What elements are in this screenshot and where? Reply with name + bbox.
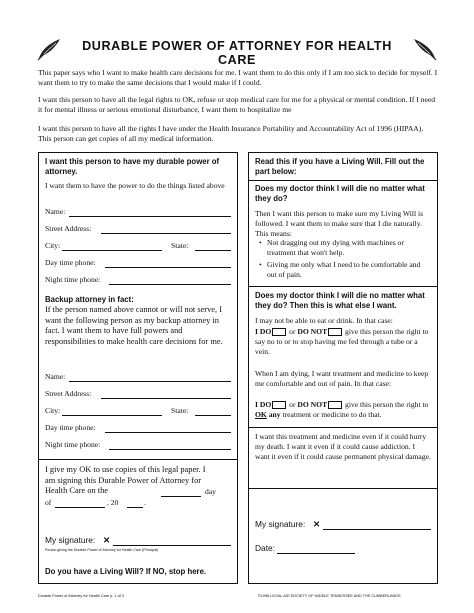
- ido-checkbox-2[interactable]: [272, 401, 286, 409]
- living-will-section: [248, 152, 438, 584]
- intro-paragraph-1: This paper says who I want to make health care decisions for me. I want them to do this only if I am too sick to decide for myself. I want them to try to make the same decisions that I would make if I could.: [38, 68, 438, 87]
- leaf-ornament-icon: [36, 36, 64, 62]
- divider: [249, 427, 437, 428]
- backup-text: If the person named above cannot or will not serve, I want the following person as my backup attorney in fact. I want them to have full powers and responsibilities to make health care decisions for me.: [45, 305, 223, 346]
- attorney-heading: I want this person to have my durable power of attorney.: [45, 157, 220, 176]
- divider: [249, 286, 437, 287]
- question-2-intro: I may not be able to eat or drink. In that case:: [255, 316, 393, 325]
- divider: [39, 459, 237, 460]
- principal-signature-field[interactable]: My signature: ✕: [45, 535, 231, 547]
- living-will-heading: Read this if you have a Living Will. Fill out the part below:: [255, 157, 425, 176]
- night-phone-field[interactable]: Night time phone:: [45, 275, 231, 286]
- signing-day-field[interactable]: day: [161, 487, 231, 498]
- principal-caption: Person giving the Durable Power of Attorney for Health Care (Principal): [45, 548, 159, 552]
- footer-left: Durable Power of Attorney for Health Care p. 1 of 3: [38, 594, 124, 598]
- backup-city-state-field[interactable]: City: State:: [45, 406, 231, 417]
- backup-night-phone-field[interactable]: Night time phone:: [45, 440, 231, 451]
- backup-name-field[interactable]: Name:: [45, 372, 231, 383]
- bullet-2: • Giving me only what I need to be comfortable and out of pain.: [259, 260, 431, 280]
- feeding-choice: I DO or DO NOT give this person the right to say no to or to stop having me fed through a tube or a vein.: [255, 327, 429, 356]
- dying-text: When I am dying, I want treatment and medicine to keep me comfortable and out of pain. In that case:: [255, 369, 429, 388]
- ok-copies-text: I give my OK to use copies of this legal paper. I am signing this Durable Power of Attorney for Health Care on the: [45, 465, 206, 496]
- divider: [249, 180, 437, 181]
- city-state-field[interactable]: City: State:: [45, 241, 231, 252]
- divider: [249, 488, 437, 489]
- donot-checkbox[interactable]: [328, 328, 342, 336]
- street-address-field[interactable]: Street Address:: [45, 224, 231, 235]
- intro-paragraph-2: I want this person to have all the legal rights to OK, refuse or stop medical care for me for a physical or mental condition. If I need it for mental illness or serious emotional disturbance, I want them to hospitalize me: [38, 95, 436, 114]
- donot-checkbox-2[interactable]: [328, 401, 342, 409]
- attorney-section: [38, 152, 238, 584]
- signing-month-year-field[interactable]: of , 20 .: [45, 498, 146, 507]
- backup-heading: Backup attorney in fact:: [45, 295, 134, 304]
- question-2: Does my doctor think I will die no matter what they do? Then this is what else I want.: [255, 291, 425, 310]
- intro-paragraph-3: I want this person to have all the rights I have under the Health Insurance Portability and Accountability Act of 1996 (HIPAA). This person can get copies of all my medical information.: [38, 124, 424, 143]
- title-row: [28, 36, 446, 67]
- question-1: Does my doctor think I will die no matter what they do?: [255, 184, 425, 203]
- living-will-question: Do you have a Living Will? If NO, stop here.: [45, 567, 207, 576]
- backup-street-address-field[interactable]: Street Address:: [45, 389, 231, 400]
- footer-right: ©1996 LEGAL AID SOCIETY OF MIDDLE TENNESSEE AND THE CUMBERLANDS: [258, 594, 401, 598]
- living-will-signature-field[interactable]: My signature: ✕: [255, 519, 431, 531]
- name-field[interactable]: Name:: [45, 207, 231, 218]
- signature-x-icon: ✕: [313, 519, 321, 529]
- bullet-1: • Not dragging out my dying with machines or treatment that won't help.: [259, 238, 431, 258]
- question-1-text: Then I want this person to make sure my Living Will is followed. I want them to make sure that I die naturally. This means:: [255, 209, 424, 238]
- backup-day-phone-field[interactable]: Day time phone:: [45, 423, 231, 434]
- page-title: DURABLE POWER OF ATTORNEY FOR HEALTH CARE: [82, 39, 392, 67]
- signature-x-icon: ✕: [103, 535, 111, 545]
- ido-checkbox[interactable]: [272, 328, 286, 336]
- hurry-death-text: I want this treatment and medicine even if it could hurry my death. I want it even if it could cause addiction. I want it even if it could cause permanent physical damage.: [255, 432, 431, 461]
- date-field[interactable]: Date:: [255, 543, 355, 555]
- leaf-ornament-icon: [410, 36, 438, 62]
- attorney-subtext: I want them to have the power to do the things listed above: [45, 181, 225, 190]
- comfort-choice: I DO or DO NOT give this person the right to OK any treatment or medicine to do that.: [255, 400, 429, 419]
- day-phone-field[interactable]: Day time phone:: [45, 258, 231, 269]
